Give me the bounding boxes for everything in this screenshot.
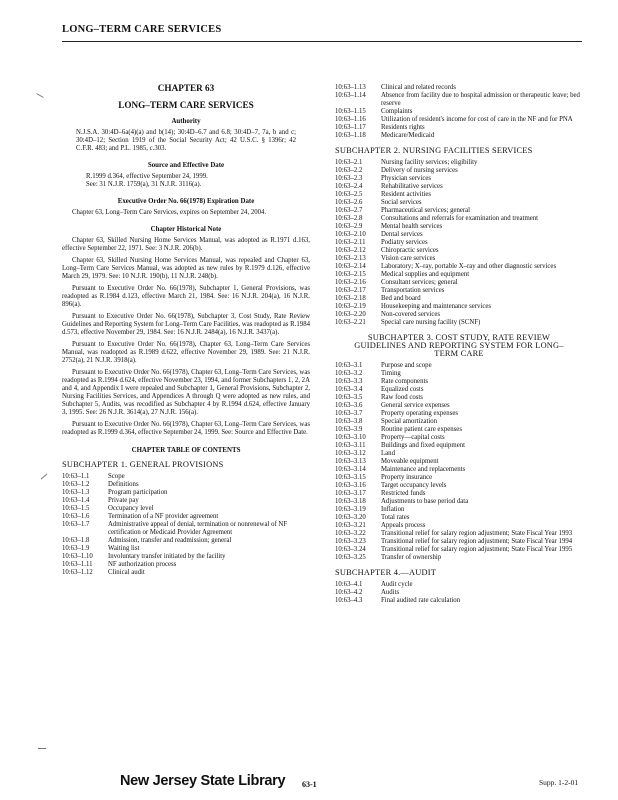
header-rule <box>62 41 582 42</box>
toc-entry <box>335 498 583 506</box>
section-number: 10:63–3.8 <box>335 418 363 425</box>
section-title: Vision care services <box>381 255 436 262</box>
toc-list <box>62 473 310 577</box>
section-number: 10:63–2.21 <box>335 319 366 326</box>
toc-entry <box>335 490 583 498</box>
section-number: 10:63–2.3 <box>335 175 363 182</box>
section-title: Transitional relief for salary region adjustment; State Fiscal Year 1994 <box>381 538 573 545</box>
section-number: 10:63–3.4 <box>335 386 363 393</box>
section-number: 10:63–2.6 <box>335 199 363 206</box>
section-number: 10:63–3.14 <box>335 466 366 473</box>
section-title: Delivery of nursing services <box>381 167 458 174</box>
section-title: Rate components <box>381 378 429 385</box>
section-title: Transitional relief for salary region adjustment; State Fiscal Year 1993 <box>381 530 573 537</box>
right-column <box>335 84 583 605</box>
toc-entry <box>335 287 583 295</box>
toc-entry <box>335 450 583 458</box>
section-title: Buildings and fixed equipment <box>381 442 466 449</box>
history-heading: Chapter Historical Note <box>150 226 222 233</box>
toc-entry <box>335 239 583 247</box>
authority-heading: Authority <box>171 118 201 125</box>
toc-entry <box>62 497 310 505</box>
toc-entry <box>335 183 583 191</box>
toc-entry <box>335 506 583 514</box>
subchapter-heading: SUBCHAPTER 3. COST STUDY, RATE REVIEW GUIDELINES AND REPORTING SYSTEM FOR LONG–TERM CARE <box>354 333 564 358</box>
section-number: 10:63–1.14 <box>335 92 366 99</box>
source-heading: Source and Effective Date <box>147 162 225 169</box>
section-number: 10:63–2.16 <box>335 279 366 286</box>
section-title: Non-covered services <box>381 311 441 318</box>
section-number: 10:63–4.1 <box>335 581 363 588</box>
section-number: 10:63–2.2 <box>335 167 363 174</box>
toc-entry <box>62 553 310 561</box>
supplement-date: Supp. 1-2-01 <box>539 778 579 787</box>
section-title: Podiatry services <box>381 239 428 246</box>
history-paragraph: Pursuant to Executive Order No. 66(1978), Chapter 63, Long–Term Care Services Manual, was readopted as R.1989 d.622, effective November 29, 1989. See: 21 N.J.R. 2752(a), 21 N.J.R. 3918(a). <box>62 341 310 364</box>
toc-entry <box>335 108 583 116</box>
section-title: Physician services <box>381 175 432 182</box>
section-title: Adjustments to base period data <box>381 498 469 505</box>
history-paragraph: Pursuant to Executive Order No. 66(1978), Chapter 63, Long–Term Care Services, was readopted as R.1994 d.624, effective November 23, 1994, and former Subchapters 1, 2, 2A and 4, and Appendix I were repealed and Subchapter 1, General Provisions, Subchapter 2, Nursing Facilities Services, and Appendices A through Q were adopted as new rules, and Subchapter 5, Audits, was recodified as Subchapter 4 by R.1994 d.624, effective January 3, 1995. See: 26 N.J.R. 3614(a), 27 N.J.R. 156(a). <box>62 369 310 416</box>
toc-entry <box>62 545 310 553</box>
toc-entry <box>335 303 583 311</box>
toc-entry <box>335 589 583 597</box>
section-title: Maintenance and replacements <box>381 466 466 473</box>
source-line: See: 31 N.J.R. 1759(a), 31 N.J.R. 3116(a). <box>86 181 202 188</box>
toc-entry <box>335 514 583 522</box>
section-title: Moveable equipment <box>381 458 439 465</box>
section-title: NF authorization process <box>108 561 177 568</box>
toc-entry <box>335 132 583 140</box>
toc-entry <box>62 489 310 497</box>
section-number: 10:63–2.11 <box>335 239 366 246</box>
section-title: Consultant services; general <box>381 279 458 286</box>
section-number: 10:63–1.11 <box>62 561 93 568</box>
toc-entry <box>335 271 583 279</box>
section-number: 10:63–3.5 <box>335 394 363 401</box>
toc-list <box>335 362 583 562</box>
section-number: 10:63–3.3 <box>335 378 363 385</box>
section-number: 10:63–3.17 <box>335 490 366 497</box>
expiration-text: Chapter 63, Long–Term Care Services, expires on September 24, 2004. <box>72 209 267 216</box>
toc-entry <box>335 522 583 530</box>
toc-entry <box>335 124 583 132</box>
section-title: Termination of a NF provider agreement <box>108 513 219 520</box>
toc-entry <box>335 215 583 223</box>
toc-entry <box>335 546 583 554</box>
section-title: Waiting list <box>108 545 140 552</box>
chapter-title: LONG–TERM CARE SERVICES <box>118 100 254 110</box>
toc-entry <box>335 597 583 605</box>
section-title: Dental services <box>381 231 423 238</box>
subchapter-heading: SUBCHAPTER 1. GENERAL PROVISIONS <box>62 460 224 469</box>
section-number: 10:63–1.2 <box>62 481 90 488</box>
section-title: Consultations and referrals for examination and treatment <box>381 215 539 222</box>
toc-entry <box>335 434 583 442</box>
section-number: 10:63–2.13 <box>335 255 366 262</box>
section-title: Utilization of resident's income for cost of care in the NF and for PNA <box>381 116 573 123</box>
toc-entry <box>335 207 583 215</box>
toc-entry <box>335 319 583 327</box>
history-notes <box>62 237 310 437</box>
toc-entry <box>335 175 583 183</box>
section-number: 10:63–1.15 <box>335 108 366 115</box>
section-number: 10:63–2.15 <box>335 271 366 278</box>
section-number: 10:63–2.8 <box>335 215 363 222</box>
section-number: 10:63–4.3 <box>335 597 363 604</box>
section-number: 10:63–3.10 <box>335 434 366 441</box>
section-title: Routine patient care expenses <box>381 426 462 433</box>
section-number: 10:63–1.3 <box>62 489 90 496</box>
section-title: Admission, transfer and readmission; general <box>108 537 232 544</box>
section-title: Final audited rate calculation <box>381 597 461 604</box>
toc-entry <box>335 295 583 303</box>
toc-entry <box>335 418 583 426</box>
section-number: 10:63–1.13 <box>335 84 366 91</box>
section-number: 10:63–3.6 <box>335 402 363 409</box>
section-number: 10:63–2.18 <box>335 295 366 302</box>
toc-entry <box>335 247 583 255</box>
section-title: Complaints <box>381 108 413 115</box>
section-number: 10:63–2.20 <box>335 311 366 318</box>
section-title: Audit cycle <box>381 581 413 588</box>
toc-entry <box>335 530 583 538</box>
toc-entry <box>335 263 583 271</box>
section-title: Occupancy level <box>108 505 154 512</box>
toc-entry <box>335 279 583 287</box>
section-number: 10:63–1.7 <box>62 521 90 528</box>
section-number: 10:63–3.23 <box>335 538 366 545</box>
section-title: Definitions <box>108 481 139 488</box>
section-title: Program participation <box>108 489 168 496</box>
section-title: Transfer of ownership <box>381 554 442 561</box>
authority-text <box>76 129 296 153</box>
section-number: 10:63–1.16 <box>335 116 366 123</box>
section-number: 10:63–2.10 <box>335 231 366 238</box>
section-title: Appeals process <box>381 522 426 529</box>
section-title: Audits <box>381 589 400 596</box>
margin-mark <box>38 748 46 749</box>
toc-entry <box>335 442 583 450</box>
section-title: Special care nursing facility (SCNF) <box>381 319 481 326</box>
section-number: 10:63–2.1 <box>335 159 363 166</box>
margin-mark <box>41 474 48 480</box>
section-number: 10:63–4.2 <box>335 589 363 596</box>
toc-entry <box>335 474 583 482</box>
section-number: 10:63–3.25 <box>335 554 366 561</box>
section-number: 10:63–2.9 <box>335 223 363 230</box>
section-number: 10:63–3.16 <box>335 482 366 489</box>
left-column <box>62 84 310 577</box>
section-title: Mental health services <box>381 223 443 230</box>
toc-entry <box>62 561 310 569</box>
section-title: Private pay <box>108 497 139 504</box>
source-line: R.1999 d.364, effective September 24, 1999. <box>86 173 208 180</box>
section-title: Total rates <box>381 514 410 521</box>
library-stamp: New Jersey State Library <box>120 773 286 789</box>
section-title: Bed and board <box>381 295 421 302</box>
toc-entry <box>335 482 583 490</box>
toc-entry <box>62 537 310 545</box>
page-number: 63-1 <box>302 780 317 789</box>
section-number: 10:63–3.22 <box>335 530 366 537</box>
toc-entry <box>335 255 583 263</box>
section-title: Special amortization <box>381 418 438 425</box>
section-number: 10:63–3.12 <box>335 450 366 457</box>
section-title: Rehabilitative services <box>381 183 443 190</box>
toc-entry <box>335 410 583 418</box>
toc-entry <box>335 159 583 167</box>
subchapter-heading: SUBCHAPTER 2. NURSING FACILITIES SERVICES <box>335 146 533 155</box>
history-paragraph: Chapter 63, Skilled Nursing Home Services Manual, was repealed and Chapter 63, Long–Term Care Services Manual, was adopted as new rules by R.1979 d.126, effective March 29, 1979. See: 10 N.J.R. 190(b), 11 N.J.R. 248(b). <box>62 257 310 280</box>
section-title: Transportation services <box>381 287 445 294</box>
toc-entry <box>335 386 583 394</box>
section-title: Medical supplies and equipment <box>381 271 470 278</box>
toc-list <box>335 581 583 605</box>
section-number: 10:63–3.9 <box>335 426 363 433</box>
section-title: Pharmaceutical services; general <box>381 207 471 214</box>
section-title: Involuntary transfer initiated by the facility <box>108 553 226 560</box>
section-title: General service expenses <box>381 402 450 409</box>
toc-entry <box>335 370 583 378</box>
section-title: Resident activities <box>381 191 432 198</box>
history-paragraph: Pursuant to Executive Order No. 66(1978), Subchapter 1, General Provisions, was readopted as R.1984 d.123, effective March 21, 1984. See: 16 N.J.R. 204(a), 16 N.J.R. 896(a). <box>62 285 310 308</box>
section-title: Residents rights <box>381 124 425 131</box>
section-number: 10:63–1.9 <box>62 545 90 552</box>
section-title: Target occupancy levels <box>381 482 447 489</box>
section-number: 10:63–1.17 <box>335 124 366 131</box>
history-paragraph: Pursuant to Executive Order No. 66(1978), Subchapter 3, Cost Study, Rate Review Guidelines and Reporting System for Long–Term Care Facilities, was readopted as R.1984 d.573, effective November 29, 1984. See: 16 N.J.R. 2484(a), 16 N.J.R. 3437(a). <box>62 313 310 336</box>
toc-entry <box>62 569 310 577</box>
section-title: Property—capital costs <box>381 434 445 441</box>
section-number: 10:63–3.7 <box>335 410 363 417</box>
toc-entry <box>335 116 583 124</box>
section-number: 10:63–3.1 <box>335 362 363 369</box>
section-title: Transitional relief for salary region adjustment; State Fiscal Year 1995 <box>381 546 573 553</box>
toc-list <box>335 84 583 140</box>
toc-entry <box>335 402 583 410</box>
toc-entry <box>335 191 583 199</box>
history-paragraph: Pursuant to Executive Order No. 66(1978), Chapter 63, Long–Term Care Services, was readopted as R.1999 d.364, effective September 24, 1999. See: Source and Effective Date. <box>62 421 310 436</box>
toc-entry <box>335 466 583 474</box>
toc-entry <box>335 199 583 207</box>
section-number: 10:63–1.6 <box>62 513 90 520</box>
source-block <box>76 173 296 189</box>
history-paragraph: Chapter 63, Skilled Nursing Home Services Manual, was adopted as R.1971 d.163, effective September 22, 1971. See: 3 N.J.R. 206(b). <box>62 237 310 252</box>
subchapter-heading: SUBCHAPTER 4.—AUDIT <box>335 568 437 577</box>
toc-entry <box>62 521 310 537</box>
section-number: 10:63–2.14 <box>335 263 366 270</box>
authority-body: N.J.S.A. 30:4D–6a(4)(a) and b(14); 30:4D–6.7 and 6.8; 30:4D–7, 7a, b and c; 30:4D–12; Section 1919 of the Social Security Act; 42 U.S.C. § 1396r; 42 C.F.R. 483; and P.L. 1985, c.303. <box>76 129 296 152</box>
section-title: Absence from facility due to hospital admission or therapeutic leave; bed reserve <box>381 92 580 107</box>
section-number: 10:63–1.5 <box>62 505 90 512</box>
section-number: 10:63–1.10 <box>62 553 93 560</box>
section-number: 10:63–2.12 <box>335 247 366 254</box>
section-number: 10:63–1.18 <box>335 132 366 139</box>
section-number: 10:63–3.21 <box>335 522 366 529</box>
toc-entry <box>335 167 583 175</box>
toc-entry <box>335 92 583 108</box>
toc-entry <box>335 378 583 386</box>
toc-entry <box>62 481 310 489</box>
section-title: Social services <box>381 199 422 206</box>
section-title: Medicare/Medicaid <box>381 132 435 139</box>
toc-list <box>335 159 583 327</box>
toc-entry <box>335 362 583 370</box>
section-title: Raw food costs <box>381 394 423 401</box>
section-number: 10:63–1.4 <box>62 497 90 504</box>
toc-entry <box>335 538 583 546</box>
section-title: Equalized costs <box>381 386 424 393</box>
toc-heading: CHAPTER TABLE OF CONTENTS <box>131 447 241 454</box>
section-number: 10:63–2.4 <box>335 183 363 190</box>
toc-entry <box>335 581 583 589</box>
section-number: 10:63–3.2 <box>335 370 363 377</box>
toc-entry <box>62 513 310 521</box>
toc-entry <box>335 311 583 319</box>
section-title: Clinical and related records <box>381 84 456 91</box>
section-number: 10:63–3.24 <box>335 546 366 553</box>
section-title: Inflation <box>381 506 405 513</box>
section-title: Administrative appeal of denial, termination or nonrenewal of NF certification or Medicaid Provider Agreement <box>108 521 288 536</box>
toc-entry <box>335 458 583 466</box>
expiration-heading: Executive Order No. 66(1978) Expiration Date <box>117 198 255 205</box>
section-title: Nursing facility services; eligibility <box>381 159 478 166</box>
section-title: Scope <box>108 473 125 480</box>
toc-entry <box>335 394 583 402</box>
toc-entry <box>335 426 583 434</box>
section-number: 10:63–3.19 <box>335 506 366 513</box>
section-number: 10:63–2.5 <box>335 191 363 198</box>
section-title: Laboratory; X–ray, portable X–ray and other diagnostic services <box>381 263 557 270</box>
section-title: Chiropractic services <box>381 247 439 254</box>
section-title: Clinical audit <box>108 569 145 576</box>
toc-entry <box>62 473 310 481</box>
margin-mark <box>36 93 43 98</box>
section-number: 10:63–3.13 <box>335 458 366 465</box>
section-title: Land <box>381 450 395 457</box>
section-number: 10:63–2.19 <box>335 303 366 310</box>
section-title: Housekeeping and maintenance services <box>381 303 492 310</box>
section-title: Property operating expenses <box>381 410 459 417</box>
section-number: 10:63–3.18 <box>335 498 366 505</box>
section-number: 10:63–3.15 <box>335 474 366 481</box>
section-number: 10:63–2.17 <box>335 287 366 294</box>
chapter-number: CHAPTER 63 <box>157 83 215 93</box>
running-head: LONG–TERM CARE SERVICES <box>62 24 222 35</box>
toc-entry <box>335 554 583 562</box>
section-title: Restricted funds <box>381 490 426 497</box>
section-number: 10:63–3.20 <box>335 514 366 521</box>
toc-entry <box>335 223 583 231</box>
section-number: 10:63–1.8 <box>62 537 90 544</box>
toc-entry <box>62 505 310 513</box>
toc-entry <box>335 231 583 239</box>
section-number: 10:63–1.12 <box>62 569 93 576</box>
section-title: Purpose and scope <box>381 362 432 369</box>
toc-entry <box>335 84 583 92</box>
section-number: 10:63–2.7 <box>335 207 363 214</box>
section-title: Timing <box>381 370 401 377</box>
section-title: Property insurance <box>381 474 433 481</box>
section-number: 10:63–3.11 <box>335 442 366 449</box>
section-number: 10:63–1.1 <box>62 473 90 480</box>
